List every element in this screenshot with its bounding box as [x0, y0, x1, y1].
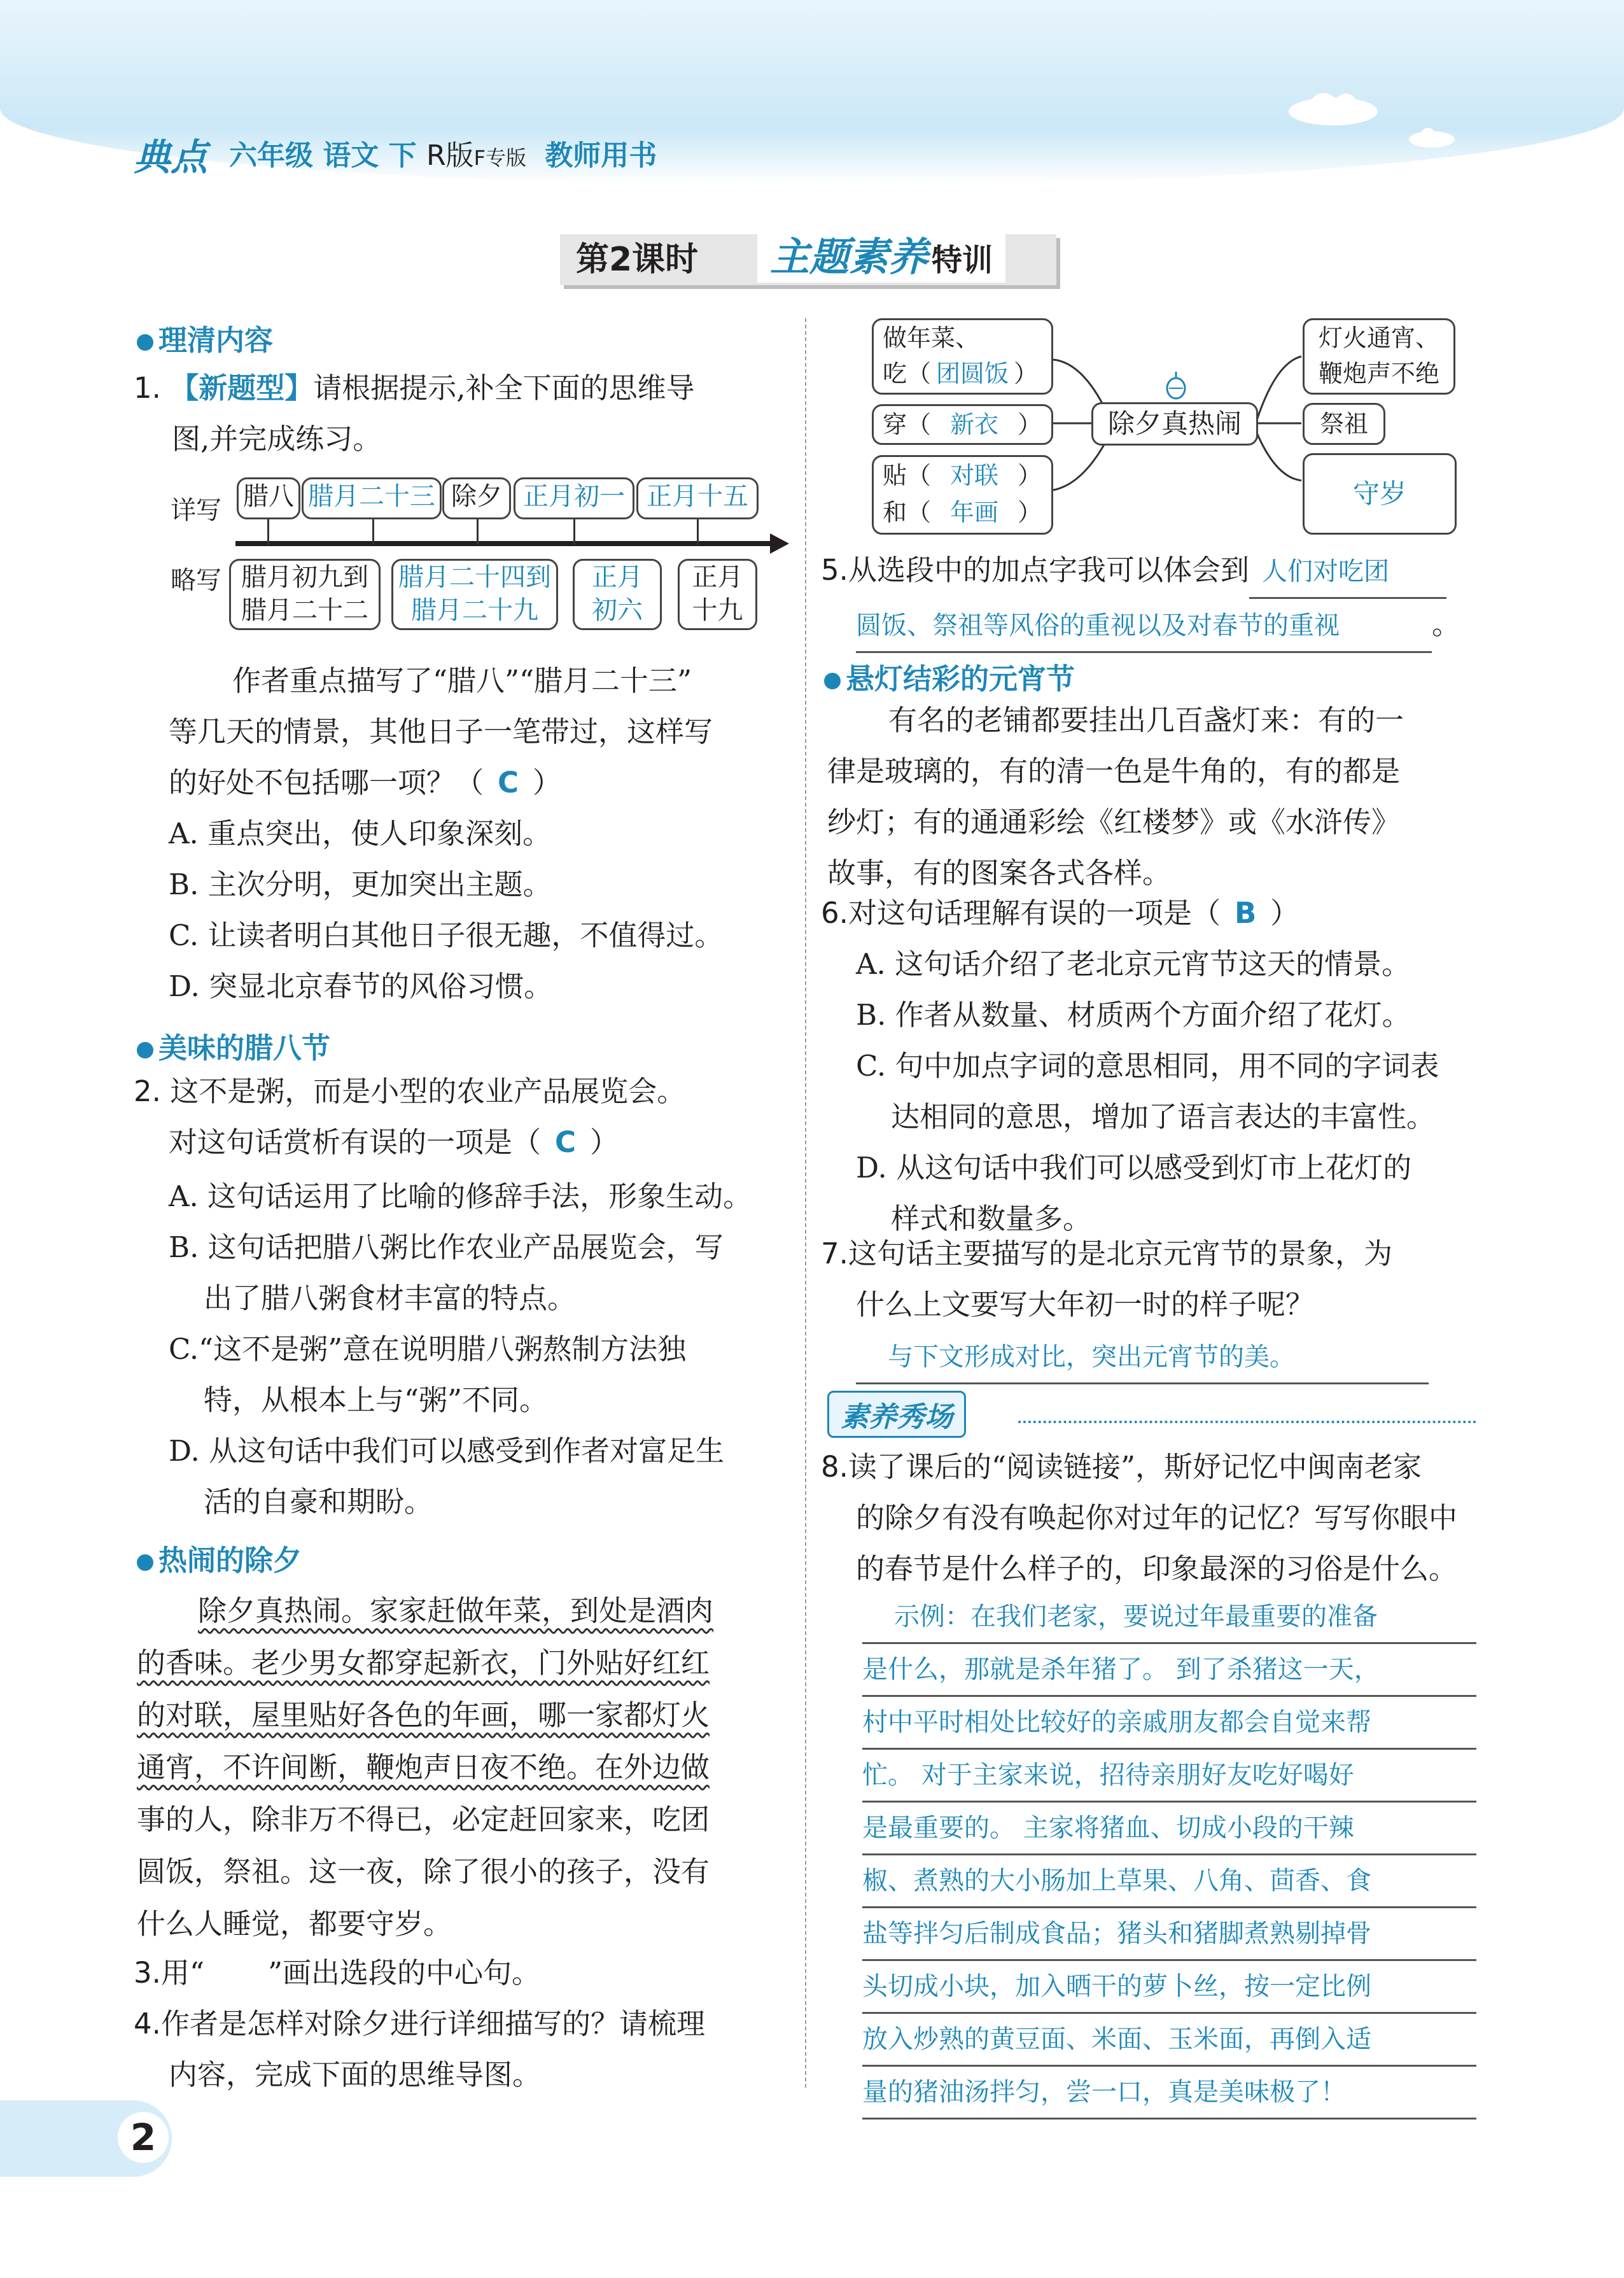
question-4-line2: 内容，完成下面的思维导图。	[169, 2058, 542, 2092]
q1-para-line-3: 的好处不包括哪一项？（	[169, 766, 484, 799]
timeline-brief-3-line2: 十九	[692, 596, 743, 625]
passage-line-7: 什么人睡觉，都要守岁。	[137, 1907, 452, 1941]
q6-close: ）	[1270, 896, 1299, 930]
question-3-text-a: 用“	[160, 1956, 204, 1990]
question-6-options	[856, 939, 1492, 1244]
timeline	[162, 471, 799, 643]
passage-lantern	[827, 695, 1489, 899]
question-8-line3: 的春节是什么样子的，印象最深的习俗是什么。	[856, 1552, 1458, 1585]
timeline-brief-3	[678, 559, 757, 630]
q2-option-a: A. 这句话运用了比喻的修辞手法，形象生动。	[169, 1179, 752, 1213]
q1-option-d: D. 突显北京春节的风俗习惯。	[169, 969, 553, 1003]
mindmap-right-1	[1303, 318, 1455, 395]
passage-line-6: 圆饭，祭祖。这一夜，除了很小的孩子，没有	[137, 1855, 710, 1888]
header-edition: R版	[426, 139, 474, 172]
mindmap-b3-answer1: 对联	[950, 461, 999, 489]
header-logo: 典点	[134, 136, 208, 179]
section-bullet-icon	[137, 334, 153, 351]
question-7-answer: 与下文形成对比，突出元宵节的美。	[856, 1332, 1429, 1384]
timeline-arrow-icon	[770, 533, 789, 554]
question-7	[821, 1228, 1489, 1384]
q2-option-b: B. 这句话把腊八粥比作农业产品展览会，写	[169, 1230, 724, 1264]
q1-option-c: C. 让读者明白其他日子很无趣，不值得过。	[169, 918, 724, 952]
question-4-number: 4.	[134, 2007, 161, 2041]
mindmap-b1-answer: 团圆饭	[936, 360, 1009, 388]
q6-option-d-cont: 样式和数量多。	[891, 1202, 1092, 1235]
timeline-brief-0-line2: 腊月二十二	[241, 596, 368, 625]
timeline-brief-1-line1: 腊月二十四到	[398, 563, 551, 592]
passage2-line-1: 有名的老铺都要挂出几百盏灯来：有的一	[888, 703, 1404, 737]
question-2-answer: C	[555, 1125, 577, 1159]
mindmap-branch-1	[872, 318, 1053, 395]
section-heading-text: 悬灯结彩的元宵节	[846, 662, 1075, 696]
q1-para-line-1: 作者重点描写了“腊八”“腊月二十三”	[232, 664, 692, 698]
question-8-number: 8.	[821, 1450, 848, 1484]
timeline-detail-label: 详写	[171, 496, 221, 525]
timeline-axis	[235, 541, 776, 546]
mindmap-close: ）	[1018, 461, 1042, 489]
mindmap-b3-answer2: 年画	[950, 498, 999, 526]
timeline-brief-3-line1: 正月	[692, 563, 743, 592]
cloud-icon-small	[1406, 124, 1457, 150]
header-volume: 下	[388, 139, 417, 172]
question-5-answer-line2: 圆饭、祭祖等风俗的重视以及对春节的重视	[856, 600, 1432, 653]
q8-answer-line-5: 是最重要的。 主家将猪血、切成小段的干辣	[862, 1803, 1476, 1855]
q1-option-b: B. 主次分明，更加突出主题。	[169, 868, 552, 901]
q8-answer-line-10: 量的猪油汤拌匀，尝一口，真是美味极了！	[862, 2067, 1476, 2120]
q1-option-a: A. 重点突出，使人印象深刻。	[169, 817, 552, 850]
header-special: F专版	[473, 146, 526, 170]
question-4-line1: 作者是怎样对除夕进行详细描写的？请梳理	[160, 2007, 705, 2041]
mindmap-close: ）	[1018, 498, 1042, 526]
lesson-title-main: 主题素养	[770, 234, 928, 280]
question-1-options	[169, 808, 799, 1012]
question-6-answer: B	[1234, 896, 1257, 930]
q6-option-d: D. 从这句话中我们可以感受到灯市上花灯的	[856, 1151, 1412, 1185]
passage-chuxi	[137, 1585, 799, 1950]
mindmap-r1-line1: 灯火通宵、	[1318, 324, 1439, 352]
question-1-text2: 图,并完成练习。	[172, 422, 382, 456]
lesson-title	[757, 232, 1005, 283]
timeline-brief-1	[391, 559, 558, 630]
q6-option-c-cont: 达相同的意思，增加了语言表达的丰富性。	[891, 1100, 1436, 1134]
question-5-number: 5.	[821, 553, 848, 587]
section-banner: 素养秀场	[827, 1391, 966, 1438]
q2-option-c-cont: 特，从根本上与“粥”不同。	[204, 1383, 549, 1417]
q8-answer-line-4: 忙。 对于主家来说，招待亲朋好友吃好喝好	[862, 1750, 1476, 1803]
timeline-brief-2-line2: 初六	[592, 596, 643, 625]
question-7-line2: 什么上文要写大年初一时的样子呢？	[856, 1288, 1315, 1321]
q8-answer-line-7: 盐等拌匀后制成食品；猪头和猪脚煮熟剔掉骨	[862, 1908, 1476, 1961]
q2-option-c: C.“这不是粥”意在说明腊八粥熬制方法独	[169, 1332, 687, 1366]
question-3	[134, 1948, 540, 1999]
mindmap-center: 除夕真热闹	[1091, 402, 1258, 446]
mindmap-r1-line2: 鞭炮声不绝	[1318, 360, 1439, 388]
q8-answer-line-8: 头切成小块，加入晒干的萝卜丝，按一定比例	[862, 1961, 1476, 2014]
passage-line-1: 除夕真热闹。家家赶做年菜，到处是酒肉	[198, 1594, 714, 1628]
question-8-line2: 的除夕有没有唤起你对过年的记忆？写写你眼中	[856, 1501, 1458, 1535]
section-bullet-icon	[824, 673, 841, 689]
mindmap-b1-pre: 吃（	[883, 360, 932, 388]
question-1-text1: 请根据提示,补全下面的思维导	[313, 371, 695, 405]
q1-para-line-2: 等几天的情景，其他日子一笔带过，这样写	[169, 715, 713, 749]
column-divider	[805, 318, 806, 2088]
question-6	[821, 888, 1489, 939]
mindmap-branch-2	[872, 404, 1053, 445]
section-heading-text: 理清内容	[158, 323, 274, 357]
passage2-line-2: 律是玻璃的，有的清一色是牛角的，有的都是	[827, 754, 1401, 788]
q8-answer-line-1: 示例：在我们老家，要说过年最重要的准备	[862, 1591, 1476, 1644]
banner-dotted-rule	[1018, 1421, 1476, 1423]
question-8	[821, 1442, 1489, 1594]
question-5-text: 从选段中的加点字我可以体会到	[848, 553, 1249, 587]
question-6-number: 6.	[821, 896, 848, 930]
passage2-line-4: 故事，有的图案各式各样。	[827, 856, 1172, 890]
cloud-icon	[1285, 89, 1381, 127]
question-4	[134, 1999, 799, 2100]
mindmap	[869, 312, 1480, 554]
mindmap-b1-line1: 做年菜、	[883, 324, 980, 352]
q6-option-a: A. 这句话介绍了老北京元宵节这天的情景。	[856, 947, 1411, 981]
question-5-end: 。	[1432, 607, 1461, 641]
mindmap-close: ）	[1014, 360, 1039, 388]
mindmap-close: ）	[1018, 411, 1042, 439]
q1-close: ）	[533, 766, 562, 799]
header-subject: 语文	[323, 139, 379, 172]
q2-close: ）	[590, 1125, 619, 1159]
passage2-line-3: 纱灯；有的通通彩绘《红楼梦》或《水浒传》	[827, 805, 1401, 839]
question-1-paragraph	[169, 656, 799, 808]
q2-option-d-cont: 活的自豪和期盼。	[204, 1485, 433, 1519]
q6-option-c: C. 句中加点字词的意思相同，用不同的字词表	[856, 1049, 1439, 1083]
passage-line-2: 的香味。老少男女都穿起新衣，门外贴好红红	[137, 1646, 710, 1680]
question-5	[821, 545, 1489, 653]
question-3-number: 3.	[134, 1956, 161, 1990]
q6-option-b: B. 作者从数量、材质两个方面介绍了花灯。	[856, 998, 1411, 1032]
passage-line-4: 通宵，不许间断，鞭炮声日夜不绝。在外边做	[137, 1750, 710, 1784]
question-7-number: 7.	[821, 1237, 848, 1270]
passage-line-5: 事的人，除非万不得已，必定赶回家来，吃团	[137, 1803, 710, 1836]
question-1-tag: 【新题型】	[170, 371, 314, 405]
question-8-answer	[862, 1591, 1476, 2120]
q2-option-b-cont: 出了腊八粥食材丰富的特点。	[204, 1281, 577, 1315]
timeline-brief-2	[573, 559, 662, 630]
timeline-tick	[697, 519, 699, 545]
timeline-brief-label: 略写	[171, 566, 221, 595]
timeline-detail-0: 腊八	[237, 477, 300, 519]
page-number: 2	[118, 2112, 169, 2163]
timeline-brief-0	[229, 559, 381, 630]
question-1	[134, 363, 795, 465]
section-heading-2	[137, 1025, 330, 1066]
mindmap-right-3: 守岁	[1303, 453, 1457, 535]
lesson-title-suffix: 特训	[932, 243, 993, 278]
section-bullet-icon	[137, 1042, 153, 1058]
mindmap-b3-pre2: 和（	[883, 498, 932, 526]
question-2	[134, 1066, 799, 1168]
mindmap-b3-pre1: 贴（	[883, 461, 932, 489]
lantern-icon	[1161, 369, 1191, 401]
question-1-answer: C	[498, 766, 519, 799]
header-grade: 六年级	[229, 139, 313, 172]
mindmap-branch-3	[872, 455, 1053, 535]
q8-answer-line-3: 村中平时相处比较好的亲戚朋友都会自觉来帮	[862, 1697, 1476, 1750]
timeline-detail-4: 正月十五	[636, 477, 759, 519]
q8-answer-line-9: 放入炒熟的黄豆面、米面、玉米面，再倒入适	[862, 2014, 1476, 2067]
mindmap-b2-pre: 穿（	[883, 411, 932, 439]
section-bullet-icon	[137, 1554, 153, 1571]
question-8-line1: 读了课后的“阅读链接”，斯妤记忆中闽南老家	[848, 1450, 1422, 1484]
timeline-tick	[477, 519, 479, 545]
header-title	[229, 132, 657, 173]
timeline-detail-3: 正月初一	[514, 477, 634, 519]
section-heading-4	[824, 656, 1075, 697]
q8-answer-line-2: 是什么，那就是杀年猪了。 到了杀猪这一天，	[862, 1644, 1476, 1697]
question-7-line1: 这句话主要描写的是北京元宵节的景象，为	[848, 1237, 1392, 1270]
question-2-options	[169, 1171, 799, 1528]
question-2-quote: 这不是粥，而是小型的农业产品展览会。	[170, 1074, 686, 1108]
timeline-brief-2-line1: 正月	[592, 563, 643, 592]
wavy-line-sample	[204, 1963, 268, 1988]
timeline-tick	[573, 519, 575, 545]
question-5-answer-line1: 人们对吃团	[1249, 546, 1446, 599]
lesson-number: 第2课时	[576, 241, 699, 279]
timeline-tick	[372, 519, 374, 545]
section-heading-3	[137, 1537, 302, 1578]
mindmap-right-2: 祭祖	[1303, 403, 1385, 445]
timeline-brief-0-line1: 腊月初九到	[241, 563, 368, 592]
question-3-text-b: ”画出选段的中心句。	[267, 1956, 540, 1990]
header-book-type: 教师用书	[545, 139, 657, 172]
section-heading-text: 美味的腊八节	[158, 1031, 331, 1065]
section-heading-1	[137, 317, 273, 358]
q8-answer-line-6: 椒、煮熟的大小肠加上草果、八角、茴香、食	[862, 1855, 1476, 1908]
timeline-brief-1-line2: 腊月二十九	[411, 596, 538, 625]
question-1-number: 1.	[134, 371, 161, 405]
timeline-detail-2: 除夕	[442, 477, 511, 519]
timeline-detail-1: 腊月二十三	[302, 477, 442, 519]
q2-option-d: D. 从这句话中我们可以感受到作者对富足生	[169, 1434, 725, 1468]
passage-line-3: 的对联，屋里贴好各色的年画，哪一家都灯火	[137, 1698, 710, 1732]
question-2-number: 2.	[134, 1074, 161, 1108]
question-6-stem: 对这句话理解有误的一项是（	[848, 896, 1221, 930]
question-2-stem: 对这句话赏析有误的一项是（	[169, 1125, 542, 1159]
timeline-tick	[267, 519, 269, 545]
mindmap-b2-answer: 新衣	[950, 411, 999, 439]
section-heading-text: 热闹的除夕	[158, 1543, 302, 1577]
